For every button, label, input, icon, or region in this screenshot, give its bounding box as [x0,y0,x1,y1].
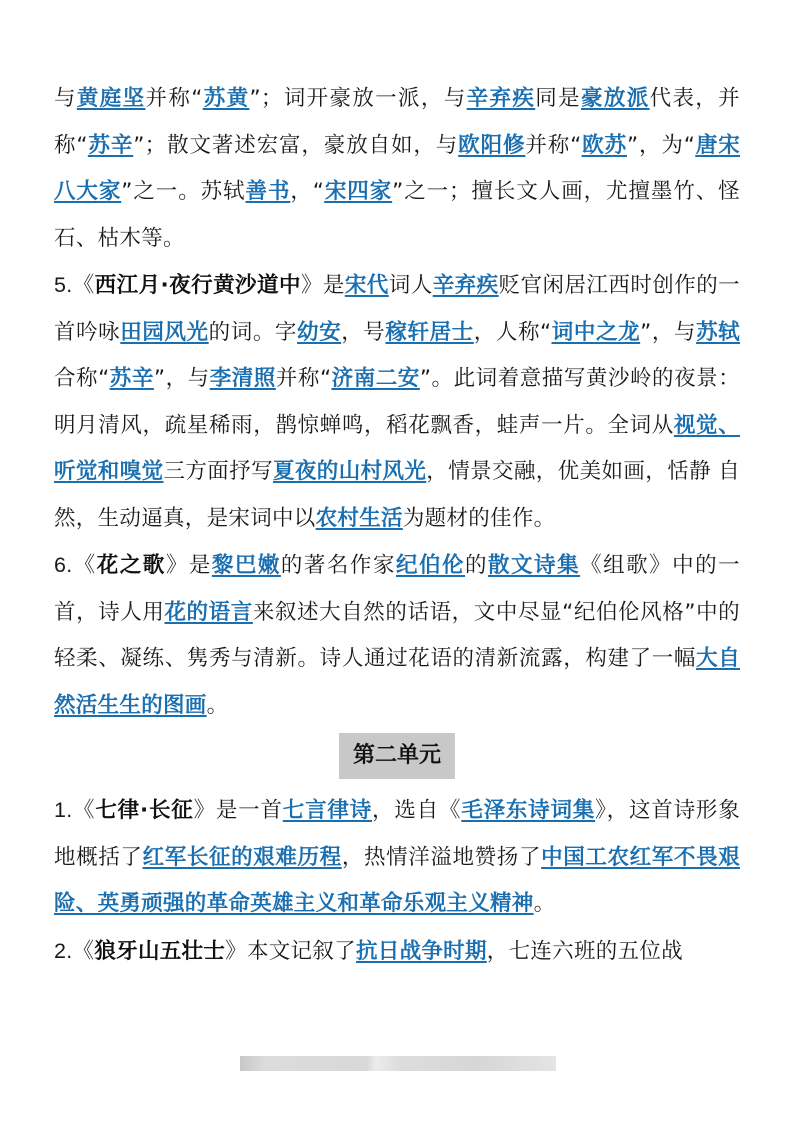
body-text: 并称“ [145,86,203,111]
body-text: 词人 [388,273,433,298]
body-text: 。 [206,692,229,718]
key-term: 视觉、听觉和嗅觉 [54,412,741,484]
body-text: 。 [533,891,556,916]
paragraph-p-su-shi-cont [54,76,740,262]
key-term: 豪放派 [580,86,650,111]
body-text: 的 [465,553,489,578]
section-heading: 第二单元 [339,733,455,779]
key-term: 宋代 [344,273,389,298]
unit-two-notes [54,787,740,975]
body-text: ”。此词着意描写黄沙岭的夜景：明月清风，疏星稀雨，鹊惊蝉鸣，稻花飘香，蛙声一片。全词从 [54,366,740,438]
body-text: 《 [72,798,96,823]
key-term: 大自然活生生的图画 [54,646,741,718]
key-term: 辛弃疾 [466,86,536,111]
key-term: 欧阳修 [458,132,526,158]
key-term: 纪伯伦 [395,553,466,578]
work-title: 花之歌 [96,553,166,578]
body-text: 与 [54,86,77,111]
body-text: 《 [72,273,95,298]
key-term: 抗日战争时期 [355,938,487,964]
body-text: 》是一首 [193,798,283,823]
body-text: ，热情洋溢地赞扬了 [341,844,542,870]
item-number: 6. [54,553,73,577]
key-term: 苏辛 [109,366,154,391]
key-term: 欧苏 [581,132,627,158]
body-text: 》本文记叙了 [225,938,356,964]
body-text: 三方面抒写 [163,459,273,484]
body-text: ，选自《 [372,798,462,823]
body-text: 并称“ [275,366,332,391]
key-term: 花的语言 [164,599,253,625]
key-term: 苏黄 [202,86,250,111]
body-text: ”，与 [640,319,697,345]
work-title: 狼牙山五壮士 [94,938,226,964]
key-term: 毛泽东诗词集 [461,798,596,823]
body-text: ”；散文著述宏富，豪放自如，与 [133,132,459,158]
key-term: 散文诗集 [488,553,581,578]
body-text: 贬官闲居江西时创作的一首吟咏 [54,273,740,345]
item-number: 1. [54,798,73,822]
body-text: ”，与 [153,366,210,391]
body-text: 》是 [165,553,212,578]
body-text: ，“ [290,179,325,204]
body-text: ，七连六班的五位战 [486,938,683,964]
key-term: 田园风光 [120,319,209,345]
body-text: 来叙述大自然的话语，文中尽显“纪伯伦风格”中的轻柔、凝练、隽秀与清新。诗人通过花语的清新流露，构建了一幅 [54,599,740,671]
body-text: 为题材的佳作。 [402,505,556,531]
unit-one-notes [54,76,740,729]
key-term: 黎巴嫩 [211,553,281,578]
body-text: ”之一。苏轼 [121,179,246,204]
key-term: 七言律诗 [282,798,373,823]
key-term: 词中之龙 [551,319,641,345]
key-term: 宋四家 [324,179,393,204]
body-text: 合称“ [54,366,110,391]
key-term: 唐宋八大家 [54,132,741,204]
key-term: 李清照 [209,366,276,391]
body-text: ，号 [341,319,386,345]
work-title: 七律·长征 [95,798,194,823]
key-term: 苏轼 [696,319,740,345]
item-number: 2. [54,938,73,963]
key-term: 济南二安 [331,366,420,391]
key-term: 辛弃疾 [432,273,499,298]
body-text: 并称“ [525,132,582,158]
paragraph-p-u2-1 [54,787,740,928]
key-term: 善书 [245,179,291,204]
paragraph-p-u2-2 [54,928,740,976]
body-text: ”之一；擅长文人画，尤擅墨竹、怪石、枯木等。 [54,179,740,251]
body-text: 《组歌》中的一首，诗人用 [54,553,740,625]
body-text: ”，为“ [626,132,696,158]
body-text: 》是 [300,273,345,298]
key-term: 夏夜的山村风光 [273,459,427,484]
paragraph-p-5 [54,262,740,542]
work-title: 西江月·夜行黄沙道中 [94,273,301,298]
body-text: ，人称“ [473,319,552,345]
key-term: 中国工农红军不畏艰险、英勇顽强的革命英雄主义和革命乐观主义精神 [54,844,741,916]
key-term: 农村生活 [315,505,403,531]
document-page [54,76,740,975]
paragraph-p-6 [54,542,740,729]
blurred-footer-watermark [240,1056,556,1071]
body-text: 代表，并称“ [54,86,740,158]
body-text: ，情景交融，优美如画，恬静 自然，生动逼真，是宋词中以 [54,459,740,531]
key-term: 幼安 [297,319,342,345]
body-text: 《 [72,938,95,964]
section-heading-wrap [54,733,740,783]
body-text: 的词。字 [208,319,298,345]
body-text: 同是 [535,86,581,111]
body-text: 的著名作家 [280,553,396,578]
body-text: ”；词开豪放一派，与 [249,86,467,111]
item-number: 5. [54,273,73,297]
body-text: 》，这首诗形象地概括了 [54,798,740,870]
body-text: 《 [72,553,97,578]
key-term: 苏辛 [87,132,134,158]
key-term: 红军长征的艰难历程 [142,844,342,870]
key-term: 稼轩居士 [385,319,474,345]
key-term: 黄庭坚 [76,86,146,111]
